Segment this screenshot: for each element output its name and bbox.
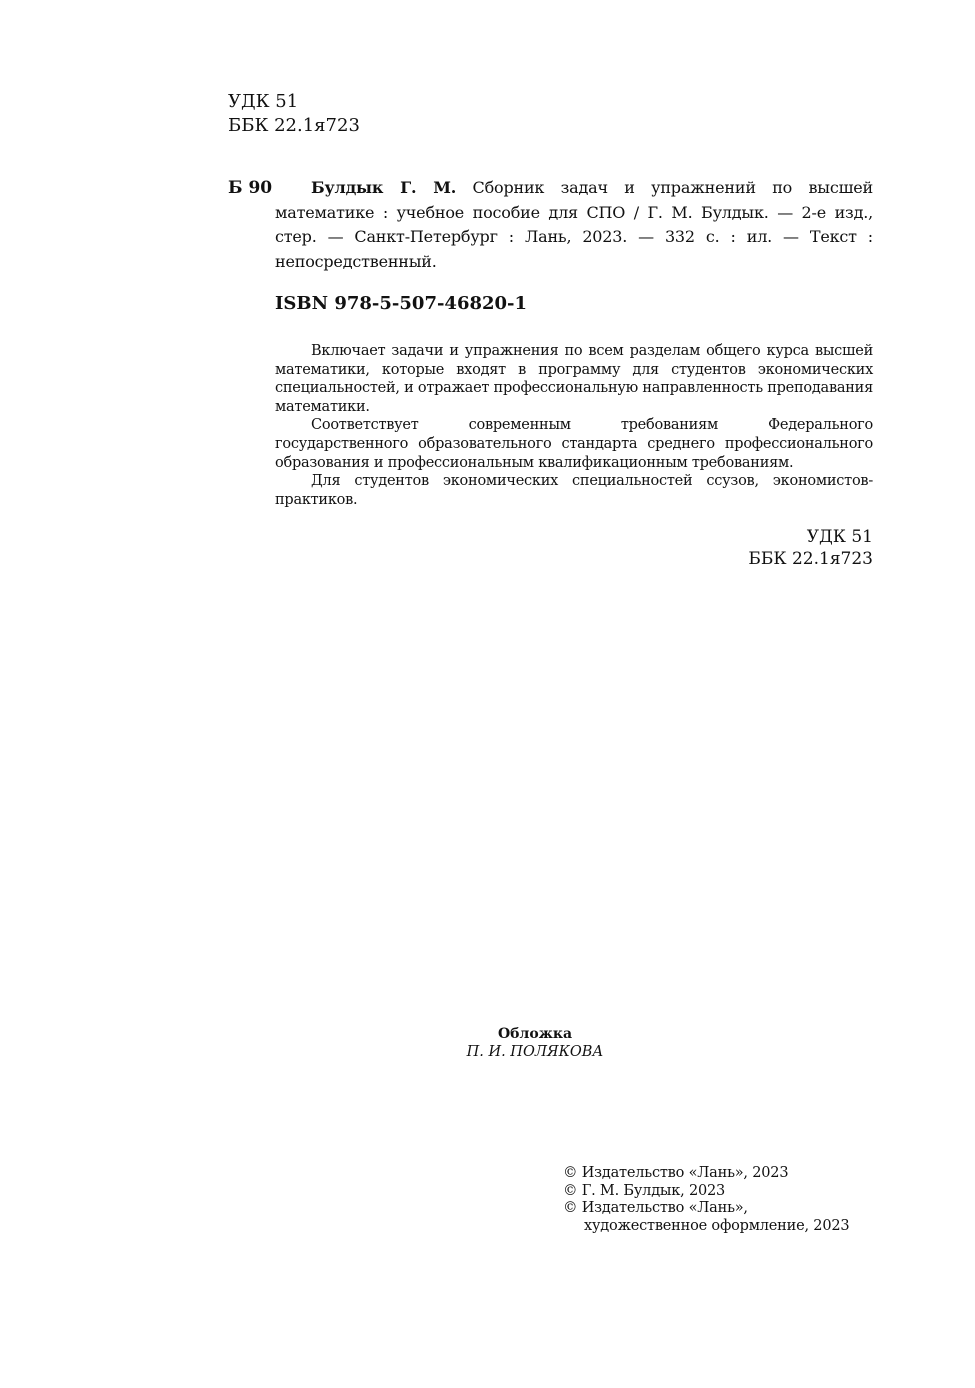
classification-codes-top: [228, 90, 360, 138]
bbk-code: ББК 22.1я723: [228, 115, 360, 136]
bibliographic-description: Сборник задач и упражнений по высшей математике : учебное пособие для СПО / Г. М. Булдык. — 2-е изд., стер. — Санкт-Петербург : Лань, 2023. — 332 с. : ил. — Текст : непосредственный.: [275, 178, 874, 271]
annotation: [275, 342, 873, 509]
copyright-line: © Издательство «Лань»,: [563, 1200, 748, 1216]
copyright-block: [563, 1165, 849, 1235]
annotation-paragraph-1: Включает задачи и упражнения по всем разделам общего курса высшей математики, которые входят в программу для студентов экономических специальностей, и отражает профессиональную направленность преподавания математики.: [275, 343, 873, 415]
copyright-line: художественное оформление, 2023: [584, 1217, 850, 1234]
copyright-line: © Издательство «Лань», 2023: [563, 1165, 789, 1181]
author-name: Булдык Г. М.: [311, 178, 457, 197]
cover-designer: П. И. ПОЛЯКОВА: [466, 1044, 604, 1060]
author-mark: Б 90: [228, 178, 273, 198]
annotation-paragraph-3: Для студентов экономических специальностей ссузов, экономистов-практиков.: [275, 473, 873, 508]
classification-codes-bottom: [748, 526, 873, 570]
bibliographic-record: [275, 176, 873, 274]
cover-label: Обложка: [497, 1026, 573, 1042]
annotation-paragraph-2: Соответствует современным требованиям Федерального государственного образовательного стандарта среднего профессионального образования и профессиональным квалификационным требованиям.: [275, 417, 873, 471]
udk-code-bottom: УДК 51: [806, 527, 873, 547]
bbk-code-bottom: ББК 22.1я723: [748, 549, 873, 569]
copyright-line: © Г. М. Булдык, 2023: [563, 1182, 726, 1199]
udk-code: УДК 51: [228, 91, 299, 112]
isbn: ISBN 978-5-507-46820-1: [275, 293, 528, 314]
cover-credit: [0, 1025, 975, 1061]
